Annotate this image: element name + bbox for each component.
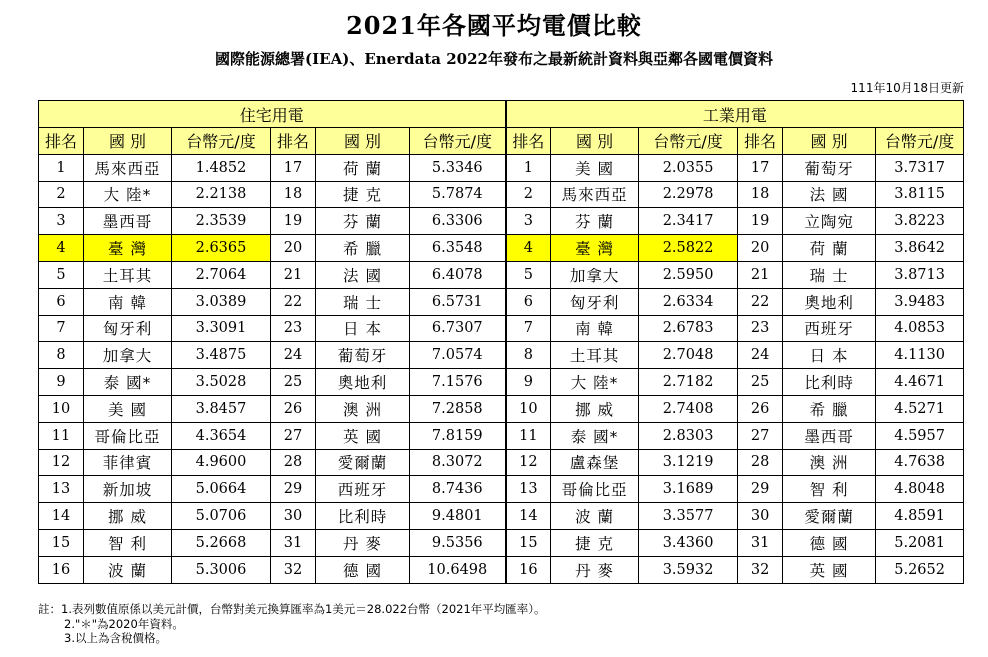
country-cell: 日 本 bbox=[783, 342, 876, 369]
country-cell: 大 陸* bbox=[551, 369, 639, 396]
footnote: 註：1.表列數值原係以美元計價，台幣對美元換算匯率為1美元＝28.022台幣（2021年平均匯率）。 bbox=[38, 602, 546, 616]
rank-cell: 15 bbox=[39, 529, 84, 556]
country-cell: 比利時 bbox=[316, 503, 410, 530]
header-price: 台幣元/度 bbox=[410, 128, 506, 155]
price-cell: 9.4801 bbox=[410, 503, 506, 530]
rank-cell: 5 bbox=[506, 261, 551, 288]
country-cell: 奧地利 bbox=[316, 369, 410, 396]
price-table bbox=[38, 100, 964, 584]
price-cell: 3.5932 bbox=[639, 556, 738, 583]
country-cell: 英 國 bbox=[783, 556, 876, 583]
country-cell: 奧地利 bbox=[783, 288, 876, 315]
price-cell: 5.2652 bbox=[876, 556, 964, 583]
rank-cell: 24 bbox=[271, 342, 316, 369]
country-cell: 捷 克 bbox=[551, 529, 639, 556]
header-country: 國 別 bbox=[783, 128, 876, 155]
table-row bbox=[39, 154, 964, 181]
price-cell: 5.2668 bbox=[172, 529, 271, 556]
price-cell: 5.0706 bbox=[172, 503, 271, 530]
rank-cell: 6 bbox=[39, 288, 84, 315]
country-cell: 法 國 bbox=[783, 181, 876, 208]
price-cell: 2.2978 bbox=[639, 181, 738, 208]
country-cell: 馬來西亞 bbox=[84, 154, 172, 181]
country-cell: 匈牙利 bbox=[551, 288, 639, 315]
country-cell: 匈牙利 bbox=[84, 315, 172, 342]
header-price: 台幣元/度 bbox=[172, 128, 271, 155]
price-cell: 9.5356 bbox=[410, 529, 506, 556]
table-row bbox=[39, 181, 964, 208]
rank-cell: 4 bbox=[39, 235, 84, 262]
country-cell: 芬 蘭 bbox=[316, 208, 410, 235]
rank-cell: 10 bbox=[39, 395, 84, 422]
country-cell: 瑞 士 bbox=[316, 288, 410, 315]
country-cell: 德 國 bbox=[316, 556, 410, 583]
price-cell: 4.9600 bbox=[172, 449, 271, 476]
rank-cell: 3 bbox=[506, 208, 551, 235]
footnotes bbox=[38, 602, 546, 646]
rank-cell: 30 bbox=[738, 503, 783, 530]
rank-cell: 11 bbox=[506, 422, 551, 449]
rank-cell: 23 bbox=[271, 315, 316, 342]
page-title: 2021年各國平均電價比較 bbox=[346, 11, 642, 40]
rank-cell: 18 bbox=[738, 181, 783, 208]
table-row bbox=[39, 235, 964, 262]
price-cell: 2.3417 bbox=[639, 208, 738, 235]
country-cell: 波 蘭 bbox=[84, 556, 172, 583]
footnote: 3.以上為含稅價格。 bbox=[64, 631, 167, 645]
price-cell: 3.4875 bbox=[172, 342, 271, 369]
country-cell: 泰 國* bbox=[84, 369, 172, 396]
section-residential: 住宅用電 bbox=[39, 101, 506, 128]
country-cell: 南 韓 bbox=[84, 288, 172, 315]
rank-cell: 4 bbox=[506, 235, 551, 262]
price-cell: 7.8159 bbox=[410, 422, 506, 449]
country-cell: 芬 蘭 bbox=[551, 208, 639, 235]
country-cell: 愛爾蘭 bbox=[316, 449, 410, 476]
header-country: 國 別 bbox=[551, 128, 639, 155]
rank-cell: 19 bbox=[738, 208, 783, 235]
price-cell: 4.0853 bbox=[876, 315, 964, 342]
header-country: 國 別 bbox=[316, 128, 410, 155]
rank-cell: 26 bbox=[738, 395, 783, 422]
table-row bbox=[39, 261, 964, 288]
rank-cell: 10 bbox=[506, 395, 551, 422]
header-price: 台幣元/度 bbox=[639, 128, 738, 155]
rank-cell: 31 bbox=[271, 529, 316, 556]
section-industrial: 工業用電 bbox=[506, 101, 964, 128]
country-cell: 希 臘 bbox=[783, 395, 876, 422]
rank-cell: 28 bbox=[738, 449, 783, 476]
price-cell: 2.5822 bbox=[639, 235, 738, 262]
country-cell: 馬來西亞 bbox=[551, 181, 639, 208]
rank-cell: 29 bbox=[271, 476, 316, 503]
rank-cell: 16 bbox=[506, 556, 551, 583]
country-cell: 智 利 bbox=[783, 476, 876, 503]
country-cell: 哥倫比亞 bbox=[84, 422, 172, 449]
price-cell: 7.0574 bbox=[410, 342, 506, 369]
rank-cell: 1 bbox=[39, 154, 84, 181]
price-cell: 8.7436 bbox=[410, 476, 506, 503]
rank-cell: 29 bbox=[738, 476, 783, 503]
price-cell: 1.4852 bbox=[172, 154, 271, 181]
price-cell: 3.8457 bbox=[172, 395, 271, 422]
price-cell: 4.4671 bbox=[876, 369, 964, 396]
price-cell: 2.8303 bbox=[639, 422, 738, 449]
table-row bbox=[39, 342, 964, 369]
price-cell: 4.8048 bbox=[876, 476, 964, 503]
country-cell: 愛爾蘭 bbox=[783, 503, 876, 530]
rank-cell: 5 bbox=[39, 261, 84, 288]
price-cell: 8.3072 bbox=[410, 449, 506, 476]
price-cell: 4.1130 bbox=[876, 342, 964, 369]
rank-cell: 17 bbox=[738, 154, 783, 181]
rank-cell: 1 bbox=[506, 154, 551, 181]
country-cell: 荷 蘭 bbox=[316, 154, 410, 181]
country-cell: 盧森堡 bbox=[551, 449, 639, 476]
rank-cell: 2 bbox=[39, 181, 84, 208]
country-cell: 丹 麥 bbox=[316, 529, 410, 556]
price-cell: 2.2138 bbox=[172, 181, 271, 208]
table-row bbox=[39, 503, 964, 530]
country-cell: 西班牙 bbox=[783, 315, 876, 342]
price-cell: 2.0355 bbox=[639, 154, 738, 181]
rank-cell: 27 bbox=[738, 422, 783, 449]
rank-cell: 21 bbox=[738, 261, 783, 288]
table-row bbox=[39, 288, 964, 315]
header-price: 台幣元/度 bbox=[876, 128, 964, 155]
rank-cell: 22 bbox=[271, 288, 316, 315]
rank-cell: 25 bbox=[271, 369, 316, 396]
table-row bbox=[39, 476, 964, 503]
country-cell: 希 臘 bbox=[316, 235, 410, 262]
price-cell: 3.7317 bbox=[876, 154, 964, 181]
rank-cell: 24 bbox=[738, 342, 783, 369]
table-row bbox=[39, 369, 964, 396]
price-cell: 2.6365 bbox=[172, 235, 271, 262]
price-cell: 6.7307 bbox=[410, 315, 506, 342]
price-cell: 5.2081 bbox=[876, 529, 964, 556]
price-cell: 7.2858 bbox=[410, 395, 506, 422]
country-cell: 西班牙 bbox=[316, 476, 410, 503]
rank-cell: 9 bbox=[39, 369, 84, 396]
rank-cell: 17 bbox=[271, 154, 316, 181]
table-body bbox=[39, 154, 964, 583]
table-row bbox=[39, 395, 964, 422]
rank-cell: 23 bbox=[738, 315, 783, 342]
price-cell: 3.9483 bbox=[876, 288, 964, 315]
table-row bbox=[39, 556, 964, 583]
rank-cell: 31 bbox=[738, 529, 783, 556]
rank-cell: 13 bbox=[39, 476, 84, 503]
country-cell: 澳 洲 bbox=[316, 395, 410, 422]
price-cell: 5.7874 bbox=[410, 181, 506, 208]
page-subtitle: 國際能源總署(IEA)、Enerdata 2022年發布之最新統計資料與亞鄰各國電價資料 bbox=[215, 50, 773, 68]
price-cell: 7.1576 bbox=[410, 369, 506, 396]
price-cell: 2.5950 bbox=[639, 261, 738, 288]
rank-cell: 6 bbox=[506, 288, 551, 315]
price-cell: 4.3654 bbox=[172, 422, 271, 449]
price-cell: 4.5271 bbox=[876, 395, 964, 422]
country-cell: 土耳其 bbox=[551, 342, 639, 369]
header-rank: 排名 bbox=[506, 128, 551, 155]
price-cell: 3.8115 bbox=[876, 181, 964, 208]
rank-cell: 8 bbox=[506, 342, 551, 369]
header-rank: 排名 bbox=[271, 128, 316, 155]
country-cell: 智 利 bbox=[84, 529, 172, 556]
country-cell: 菲律賓 bbox=[84, 449, 172, 476]
update-date: 111年10月18日更新 bbox=[850, 81, 964, 95]
country-cell: 挪 威 bbox=[551, 395, 639, 422]
price-cell: 6.5731 bbox=[410, 288, 506, 315]
rank-cell: 13 bbox=[506, 476, 551, 503]
rank-cell: 19 bbox=[271, 208, 316, 235]
header-rank: 排名 bbox=[39, 128, 84, 155]
rank-cell: 28 bbox=[271, 449, 316, 476]
rank-cell: 9 bbox=[506, 369, 551, 396]
price-cell: 5.3006 bbox=[172, 556, 271, 583]
price-cell: 3.1689 bbox=[639, 476, 738, 503]
country-cell: 墨西哥 bbox=[783, 422, 876, 449]
country-cell: 比利時 bbox=[783, 369, 876, 396]
rank-cell: 21 bbox=[271, 261, 316, 288]
footnote: 2."＊"為2020年資料。 bbox=[64, 616, 184, 631]
price-cell: 3.3577 bbox=[639, 503, 738, 530]
rank-cell: 14 bbox=[39, 503, 84, 530]
rank-cell: 20 bbox=[271, 235, 316, 262]
price-cell: 4.8591 bbox=[876, 503, 964, 530]
country-cell: 英 國 bbox=[316, 422, 410, 449]
country-cell: 葡萄牙 bbox=[783, 154, 876, 181]
price-cell: 6.3306 bbox=[410, 208, 506, 235]
country-cell: 加拿大 bbox=[551, 261, 639, 288]
country-cell: 美 國 bbox=[84, 395, 172, 422]
rank-cell: 12 bbox=[506, 449, 551, 476]
rank-cell: 7 bbox=[39, 315, 84, 342]
price-cell: 2.6783 bbox=[639, 315, 738, 342]
rank-cell: 22 bbox=[738, 288, 783, 315]
country-cell: 臺 灣 bbox=[84, 235, 172, 262]
header-rank: 排名 bbox=[738, 128, 783, 155]
rank-cell: 32 bbox=[738, 556, 783, 583]
rank-cell: 7 bbox=[506, 315, 551, 342]
country-cell: 哥倫比亞 bbox=[551, 476, 639, 503]
price-cell: 6.4078 bbox=[410, 261, 506, 288]
price-cell: 3.5028 bbox=[172, 369, 271, 396]
country-cell: 捷 克 bbox=[316, 181, 410, 208]
country-cell: 葡萄牙 bbox=[316, 342, 410, 369]
table-row bbox=[39, 449, 964, 476]
price-cell: 2.6334 bbox=[639, 288, 738, 315]
country-cell: 瑞 士 bbox=[783, 261, 876, 288]
country-cell: 荷 蘭 bbox=[783, 235, 876, 262]
price-cell: 3.8223 bbox=[876, 208, 964, 235]
country-cell: 丹 麥 bbox=[551, 556, 639, 583]
table-row bbox=[39, 422, 964, 449]
country-cell: 日 本 bbox=[316, 315, 410, 342]
price-cell: 3.1219 bbox=[639, 449, 738, 476]
rank-cell: 15 bbox=[506, 529, 551, 556]
rank-cell: 27 bbox=[271, 422, 316, 449]
country-cell: 澳 洲 bbox=[783, 449, 876, 476]
country-cell: 大 陸* bbox=[84, 181, 172, 208]
country-cell: 墨西哥 bbox=[84, 208, 172, 235]
country-cell: 波 蘭 bbox=[551, 503, 639, 530]
price-cell: 6.3548 bbox=[410, 235, 506, 262]
country-cell: 南 韓 bbox=[551, 315, 639, 342]
rank-cell: 20 bbox=[738, 235, 783, 262]
rank-cell: 11 bbox=[39, 422, 84, 449]
price-cell: 2.7064 bbox=[172, 261, 271, 288]
rank-cell: 26 bbox=[271, 395, 316, 422]
rank-cell: 12 bbox=[39, 449, 84, 476]
price-cell: 3.8713 bbox=[876, 261, 964, 288]
rank-cell: 30 bbox=[271, 503, 316, 530]
price-cell: 2.3539 bbox=[172, 208, 271, 235]
price-cell: 5.3346 bbox=[410, 154, 506, 181]
country-cell: 土耳其 bbox=[84, 261, 172, 288]
table-row bbox=[39, 315, 964, 342]
country-cell: 臺 灣 bbox=[551, 235, 639, 262]
table-row bbox=[39, 529, 964, 556]
price-cell: 2.7182 bbox=[639, 369, 738, 396]
rank-cell: 25 bbox=[738, 369, 783, 396]
country-cell: 德 國 bbox=[783, 529, 876, 556]
country-cell: 泰 國* bbox=[551, 422, 639, 449]
rank-cell: 14 bbox=[506, 503, 551, 530]
rank-cell: 32 bbox=[271, 556, 316, 583]
price-cell: 2.7048 bbox=[639, 342, 738, 369]
rank-cell: 18 bbox=[271, 181, 316, 208]
price-cell: 3.8642 bbox=[876, 235, 964, 262]
table-row bbox=[39, 208, 964, 235]
header-country: 國 別 bbox=[84, 128, 172, 155]
price-cell: 3.0389 bbox=[172, 288, 271, 315]
country-cell: 新加坡 bbox=[84, 476, 172, 503]
country-cell: 法 國 bbox=[316, 261, 410, 288]
country-cell: 美 國 bbox=[551, 154, 639, 181]
price-cell: 4.7638 bbox=[876, 449, 964, 476]
price-cell: 10.6498 bbox=[410, 556, 506, 583]
price-cell: 3.3091 bbox=[172, 315, 271, 342]
rank-cell: 8 bbox=[39, 342, 84, 369]
country-cell: 挪 威 bbox=[84, 503, 172, 530]
country-cell: 加拿大 bbox=[84, 342, 172, 369]
country-cell: 立陶宛 bbox=[783, 208, 876, 235]
price-cell: 2.7408 bbox=[639, 395, 738, 422]
price-cell: 5.0664 bbox=[172, 476, 271, 503]
price-cell: 3.4360 bbox=[639, 529, 738, 556]
rank-cell: 3 bbox=[39, 208, 84, 235]
price-cell: 4.5957 bbox=[876, 422, 964, 449]
rank-cell: 2 bbox=[506, 181, 551, 208]
rank-cell: 16 bbox=[39, 556, 84, 583]
